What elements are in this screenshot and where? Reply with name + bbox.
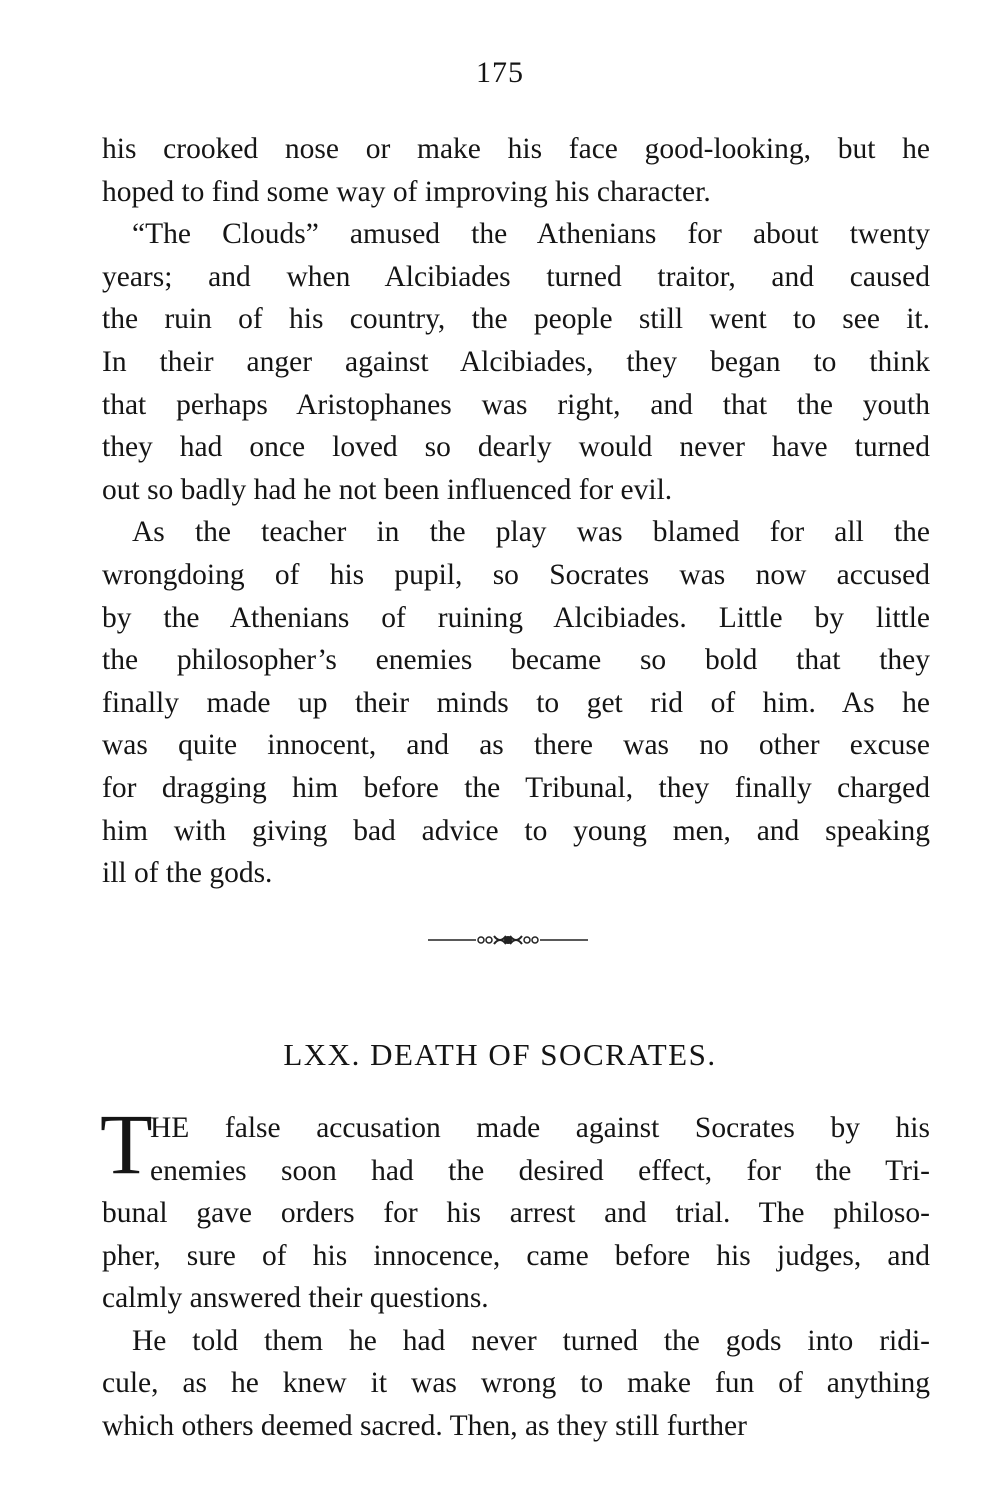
section-divider-ornament-icon [428,930,588,950]
text-line: that perhaps Aristophanes was right, and that the youth [102,388,930,421]
text-line: the ruin of his country, the people still went to see it. [102,303,930,336]
text-line: As the teacher in the play was blamed for all the [132,516,930,549]
text-line: they had once loved so dearly would never have turned [102,431,930,464]
text-line: “The Clouds” amused the Athenians for about twenty [132,218,930,251]
text-line: bunal gave orders for his arrest and trial. The philoso- [102,1197,930,1229]
text-line: was quite innocent, and as there was no other excuse [102,729,930,762]
text-line: cule, as he knew it was wrong to make fun of anything [102,1367,930,1399]
drop-cap: T [100,1096,153,1192]
text-line: years; and when Alcibiades turned traitor, and caused [102,260,930,293]
text-line: out so badly had he not been influenced for evil. [102,473,673,506]
text-line: by the Athenians of ruining Alcibiades. Little by little [102,601,930,634]
page-number: 175 [476,56,524,89]
text-line: In their anger against Alcibiades, they began to think [102,346,930,378]
chapter-heading: LXX. DEATH OF SOCRATES. [283,1037,717,1072]
text-line: his crooked nose or make his face good-looking, but he [102,133,930,165]
text-line: for dragging him before the Tribunal, they finally charged [102,772,930,804]
text-line: enemies soon had the desired effect, for the Tri- [150,1154,930,1187]
text-line: ill of the gods. [102,857,273,890]
text-line: him with giving bad advice to young men, and speaking [102,814,930,847]
text-line: pher, sure of his innocence, came before his judges, and [102,1239,930,1272]
text-line: HE false accusation made against Socrates by his [150,1112,930,1144]
text-line: finally made up their minds to get rid of him. As he [102,686,930,719]
text-line: He told them he had never turned the gods into ridi- [132,1324,930,1357]
text-line: wrongdoing of his pupil, so Socrates was now accused [102,559,930,591]
text-line: which others deemed sacred. Then, as they still further [102,1409,747,1442]
text-line: the philosopher’s enemies became so bold that they [102,644,930,677]
text-line: hoped to find some way of improving his character. [102,175,711,208]
text-line: calmly answered their questions. [102,1282,489,1314]
